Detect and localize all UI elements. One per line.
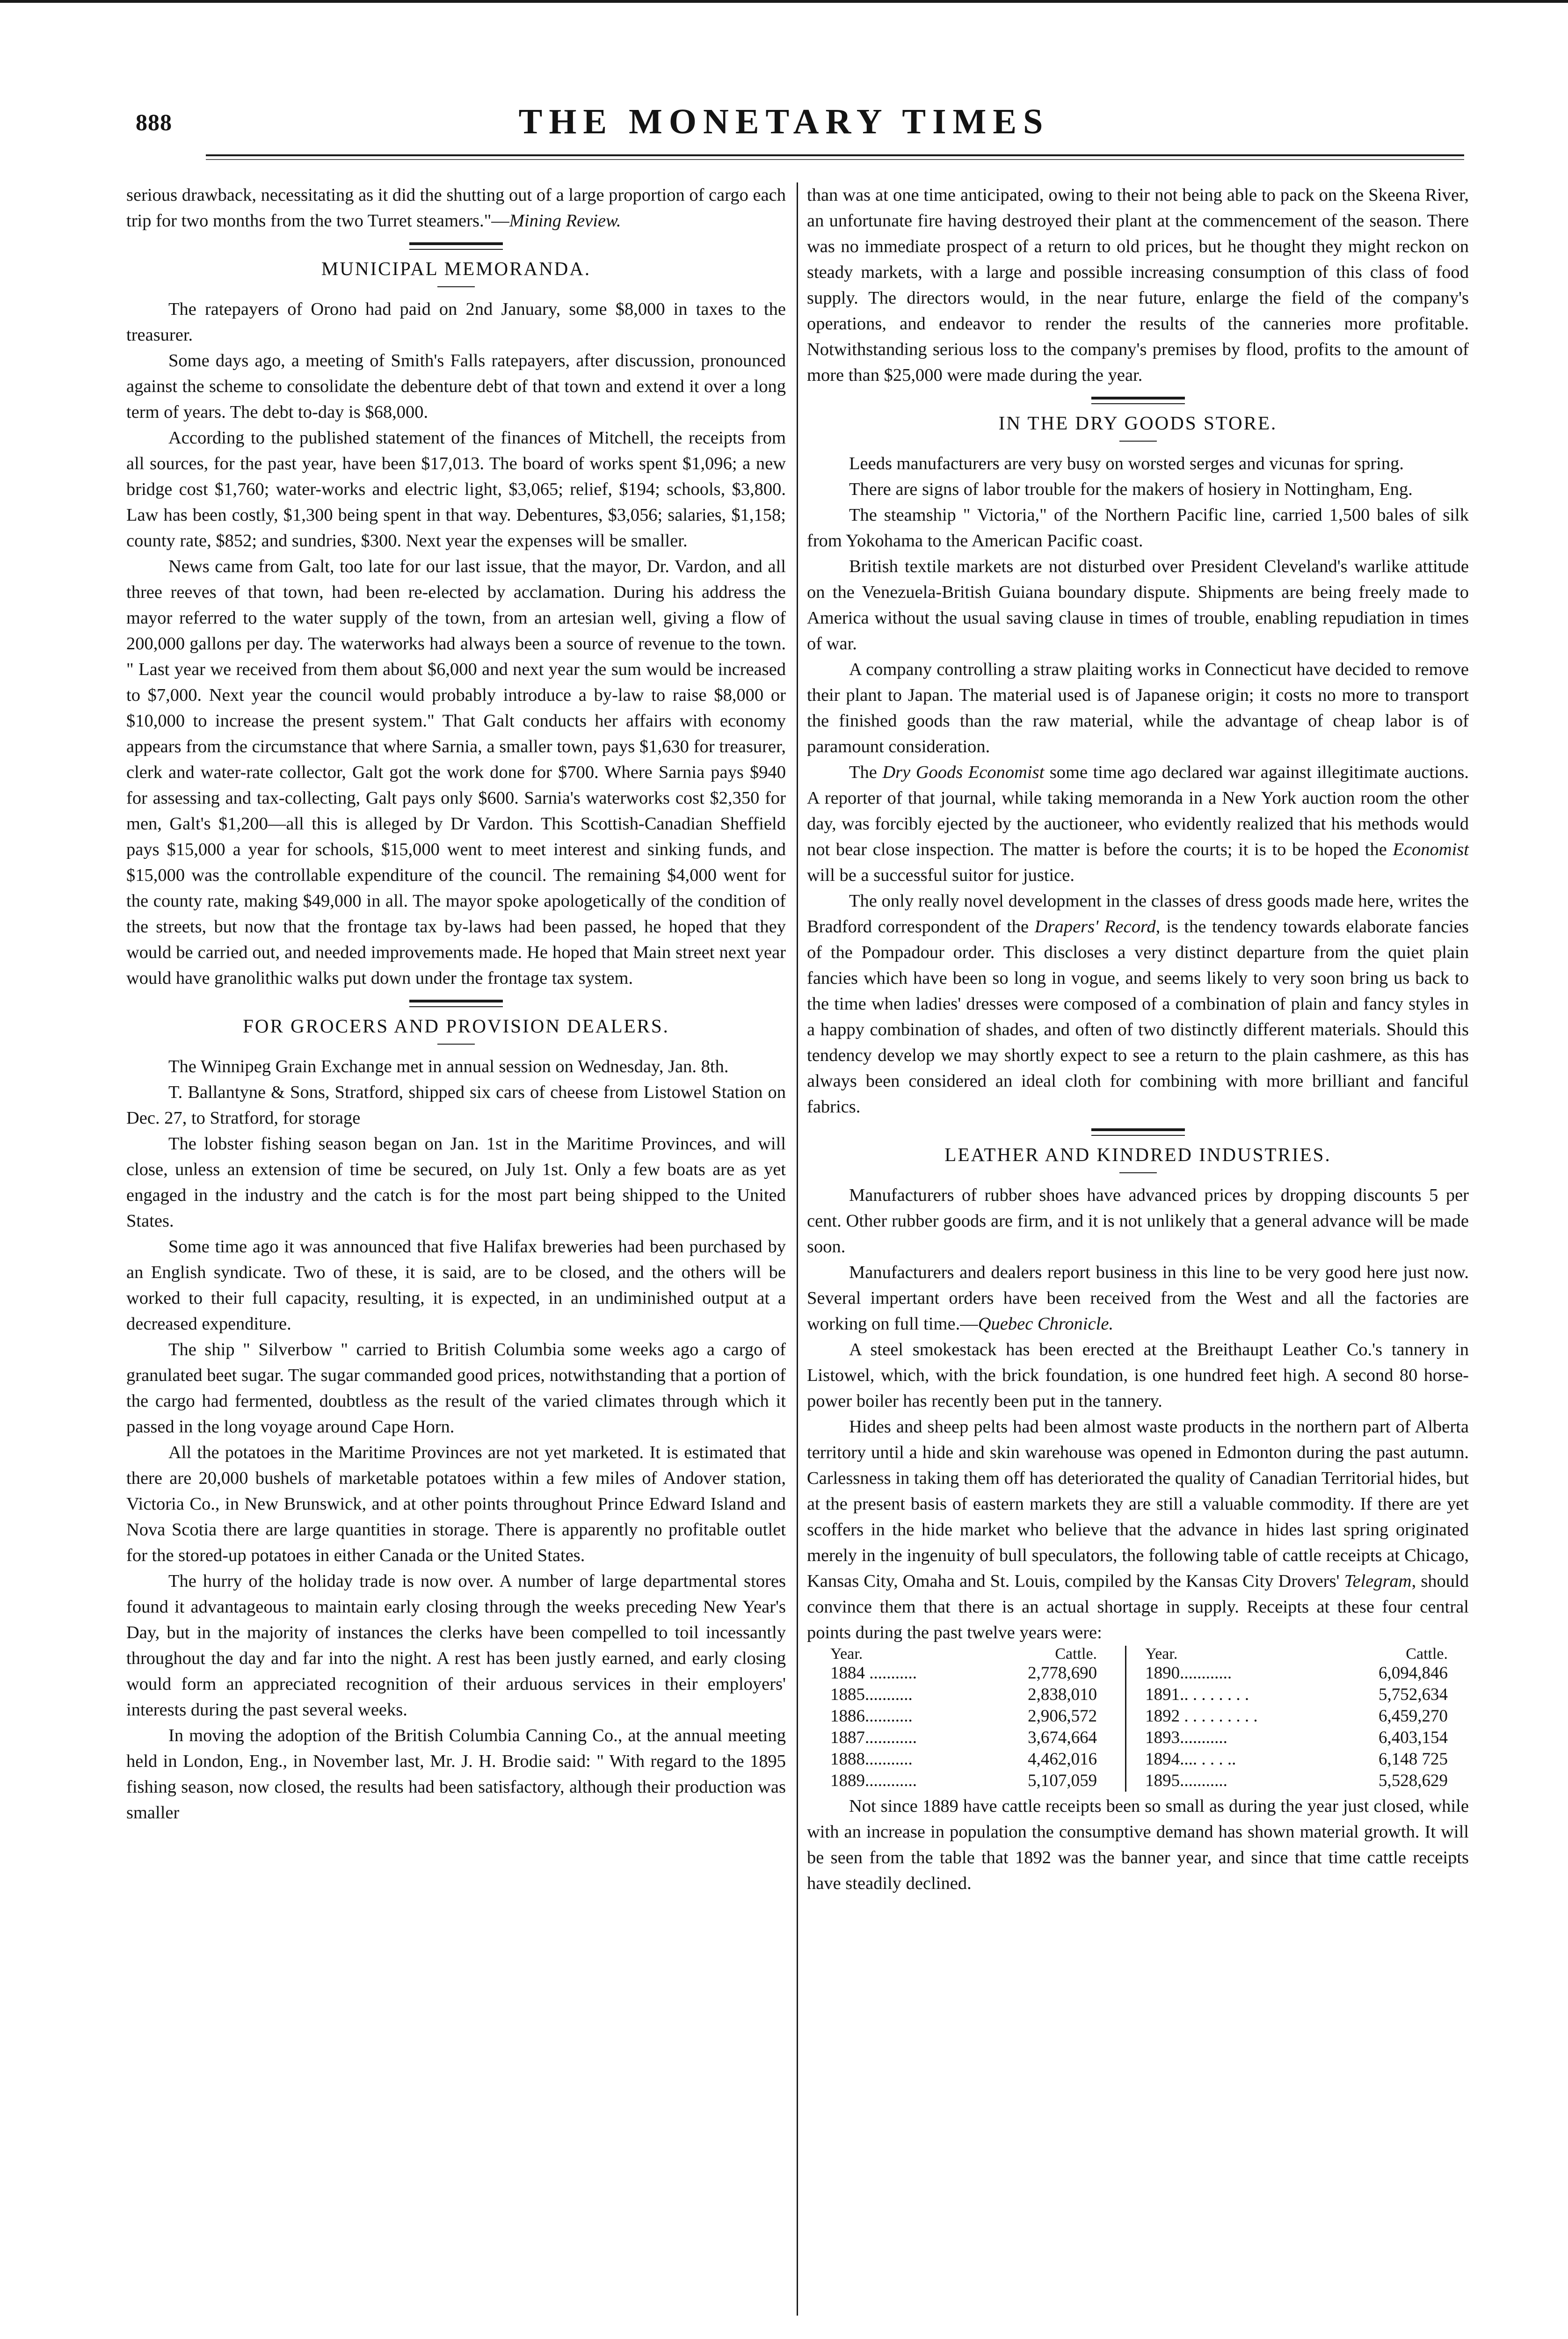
publication-name: Economist [1393,840,1469,859]
paragraph: The hurry of the holiday trade is now over. A number of large departmental stores found it advantageous to maintain early closing through the weeks preceding New Year's Day, but in the majority of instances the clerks have been compelled to toil incessantly throughout the day and far into the night. A rest has been justly earned, and early closing would form an appreciated recognition of their arduous services in their employers' interests during the past several weeks. [126,1571,786,1720]
section-dash [437,286,475,287]
table-cell-year: 1887............ [830,1728,917,1747]
table-cell-year: 1894.... . . . .. [1126,1749,1337,1770]
paragraph: The ratepayers of Orono had paid on 2nd January, some $8,000 in taxes to the treasurer. [126,299,786,345]
table-cell-year: 1888........... [830,1750,913,1769]
publication-name: Telegram [1344,1571,1412,1591]
paragraph: In moving the adoption of the British Columbia Canning Co., at the annual meeting held in London, Eng., in November last, Mr. J. H. Brodie said: " With regard to the 1895 fishing season, now closed, the results had been satisfactory, although their production was smaller [126,1726,786,1823]
top-border-rule [0,0,1568,3]
table-cell-year: 1889............ [830,1771,917,1790]
paragraph: Some days ago, a meeting of Smith's Falls ratepayers, after discussion, pronounced against the scheme to consolidate the debenture debt of that town and extend it over a long term of years. The debt to-day is $68,000. [126,351,786,422]
paragraph: A steel smokestack has been erected at the Breithaupt Leather Co.'s tannery in Listowel, which, with the brick foundation, is one hundred feet high. A second 80 horse-power boiler has recently been put in the tannery. [807,1340,1469,1411]
paragraph: Some time ago it was announced that five Halifax breweries had been purchased by an English syndicate. Two of these, it is said, are to be closed, and the others will be worked to their full capacity, resulting, it is expected, in an undiminished output at a decreased expenditure. [126,1237,786,1334]
article-continuation: serious drawback, necessitating as it did the shutting out of a large proportion of cargo each trip for two months from the two Turret steamers."—Mining Review. [126,185,786,231]
masthead-rule-thin [206,159,1464,160]
table-cell-year: 1890............ [1126,1663,1337,1684]
table-cell-cattle: 5,752,634 [1379,1685,1448,1704]
section-rule-thin [409,249,503,250]
cattle-receipts-table [830,1646,1448,1792]
left-column [126,182,786,1826]
section-heading: MUNICIPAL MEMORANDA. [321,258,591,279]
section-rule-thin [1091,1135,1185,1136]
section-heading: FOR GROCERS AND PROVISION DEALERS. [243,1015,669,1037]
column-divider [797,182,798,2316]
paragraph: British textile markets are not disturbed over President Cleveland's warlike attitude on the Venezuela-British Guiana boundary dispute. Shipments are being freely made to America without the usual saving clause in times of trouble, enabling repudiation in times of war. [807,557,1469,654]
right-column [807,182,1469,1896]
paragraph: The only really novel development in the classes of dress goods made here, writes the Bradford correspondent of the Drapers' Record, is the tendency towards elaborate fancies of the Pompadour order. This discloses a very distinct departure from the quiet plain fancies which have been so long in vogue, and seems likely to very soon bring us back to the time when ladies' dresses were composed of a combination of plain and fancy styles in a happy combination of shades, and often of two distinctly different materials. Should this tendency develop we may shortly expect to see a return to the plain cashmere, as this has always been considered an ideal cloth for combining with more brilliant and fanciful fabrics. [807,891,1469,1117]
table-cell-year: 1891.. . . . . . . . [1126,1684,1337,1706]
table-cell-year: 1886........... [830,1707,913,1726]
page-number: 888 [136,109,172,135]
table-cell-cattle: 2,778,690 [1028,1663,1097,1683]
section-rule-thin [1091,403,1185,404]
paragraph: The Dry Goods Economist some time ago declared war against illegitimate auctions. A reporter of that journal, while taking memoranda in a New York auction room the other day, was forcibly ejected by the auctioneer, who evidently realized that his methods would not bear close inspection. The matter is before the courts; it is to be hoped the Economist will be a successful suitor for justice. [807,763,1469,885]
paragraph: Manufacturers of rubber shoes have advanced prices by dropping discounts 5 per cent. Other rubber goods are firm, and it is not unlikely that a general advance will be made soon. [807,1185,1469,1257]
paragraph: According to the published statement of the finances of Mitchell, the receipts from all sources, for the past year, have been $17,013. The board of works spent $1,096; a new bridge cost $1,760; water-works and electric light, $3,065; relief, $194; schools, $3,800. Law has been costly, $1,300 being spent in that way. Debentures, $3,056; salaries, $1,158; county rate, $852; and sundries, $300. Next year the expenses will be smaller. [126,428,786,551]
table-header-cattle: Cattle. [1406,1645,1448,1663]
table-cell-cattle: 3,674,664 [1028,1728,1097,1747]
section-rule [1091,397,1185,400]
paragraph: The ship " Silverbow " carried to British Columbia some weeks ago a cargo of granulated beet sugar. The sugar commanded good prices, notwithstanding that a portion of the cargo had fermented, doubtless as the result of the varied climates through which it passed in the long voyage around Cape Horn. [126,1340,786,1437]
paragraph: Not since 1889 have cattle receipts been so small as during the year just closed, while with an increase in population the consumptive demand has shown material growth. It will be seen from the table that 1892 was the banner year, and since that time cattle receipts have steadily declined. [807,1796,1469,1893]
table-row [830,1770,1448,1792]
paragraph: All the potatoes in the Maritime Provinces are not yet marketed. It is estimated that there are 20,000 bushels of marketable potatoes within a few miles of Andover station, Victoria Co., in New Brunswick, and at other points throughout Prince Edward Island and Nova Scotia there are large quantities in storage. There is apparently no profitable outlet for the stored-up potatoes in either Canada or the United States. [126,1443,786,1565]
table-row [830,1684,1448,1706]
table-cell-cattle: 6,459,270 [1379,1707,1448,1726]
section-rule [1091,1128,1185,1131]
section-heading: IN THE DRY GOODS STORE. [998,412,1278,434]
paragraph: Manufacturers and dealers report business in this line to be very good here just now. Several impertant orders have been received from the West and all the factories are working on full time.—Quebec Chronicle. [807,1263,1469,1334]
source-credit: Mining Review. [509,211,621,231]
section-rule [409,1000,503,1002]
paragraph: News came from Galt, too late for our last issue, that the mayor, Dr. Vardon, and all three reeves of that town, had been re-elected by acclamation. During his address the mayor referred to the water supply of the town, from an artesian well, giving a flow of 200,000 gallons per day. The waterworks had always been a source of revenue to the town. " Last year we received from them about $6,000 and next year the sum would be increased to $7,000. Next year the council would probably introduce a by-law to raise $8,000 or $10,000 to increase the present system." That Galt conducts her affairs with economy appears from the circumstance that where Sarnia, a smaller town, pays $1,630 for treasurer, clerk and water-rate collector, Galt got the work done for $700. Where Sarnia pays $940 for assessing and tax-collecting, Galt pays only $600. Sarnia's waterworks cost $2,350 for men, Galt's $1,200—all this is alleged by Dr Vardon. This Scottish-Canadian Sheffield pays $15,000 a year for schools, $15,000 went to meet interest and sinking funds, and $15,000 was the controllable expenditure of the council. The remaining $4,000 went for the county rate, making $49,000 in all. The mayor spoke apologetically of the condition of the streets, but now that the frontage tax by-laws had been passed, he hoped that they would be carried out, and needed improvements made. He hoped that Main street next year would have granolithic walks put down under the frontage tax system. [126,557,786,988]
table-row [830,1749,1448,1770]
table-cell-year: 1884 ........... [830,1663,917,1683]
table-cell-cattle: 6,094,846 [1379,1663,1448,1683]
table-cell-cattle: 2,906,572 [1028,1707,1097,1726]
masthead-rule [206,154,1464,156]
table-row [830,1727,1448,1749]
table-cell-cattle: 6,403,154 [1379,1728,1448,1747]
paragraph: A company controlling a straw plaiting works in Connecticut have decided to remove their plant to Japan. The material used is of Japanese origin; it costs no more to transport the finished goods than the raw material, while the advantage of cheap labor is of paramount consideration. [807,660,1469,756]
section-dash [1119,1172,1157,1173]
table-row [830,1706,1448,1727]
paragraph: Leeds manufacturers are very busy on worsted serges and vicunas for spring. [849,454,1404,473]
section-heading: LEATHER AND KINDRED INDUSTRIES. [944,1144,1331,1165]
table-cell-year: 1893........... [1126,1727,1337,1749]
table-cell-cattle: 4,462,016 [1028,1750,1097,1769]
table-header-cattle: Cattle. [1055,1645,1097,1663]
publication-name: Dry Goods Economist [882,763,1045,782]
table-header-year: Year. [1126,1646,1337,1663]
paragraph: T. Ballantyne & Sons, Stratford, shipped six cars of cheese from Listowel Station on Dec. 27, to Stratford, for storage [126,1082,786,1128]
paragraph: There are signs of labor trouble for the makers of hosiery in Nottingham, Eng. [849,479,1413,499]
section-dash [1119,441,1157,442]
table-cell-year: 1885........... [830,1685,913,1704]
paragraph-continued: than was at one time anticipated, owing to their not being able to pack on the Skeena River, an unfortunate fire having destroyed their plant at the commencement of the season. There was no immediate prospect of a return to old prices, but he thought they might reckon on steady markets, with a large and possible increasing consumption of this class of food supply. The directors would, in the near future, enlarge the field of the company's operations, and endeavor to render the results of the canneries more profitable. Notwithstanding serious loss to the company's premises by flood, profits to the amount of more than $25,000 were made during the year. [807,185,1469,385]
table-cell-cattle: 2,838,010 [1028,1685,1097,1704]
table-row [830,1663,1448,1684]
table-cell-cattle: 5,528,629 [1379,1771,1448,1790]
section-rule [409,242,503,245]
paragraph: The lobster fishing season began on Jan. 1st in the Maritime Provinces, and will close, unless an extension of time be secured, on July 1st. Only a few boats are as yet engaged in the industry and the catch is for the most part being shipped to the United States. [126,1134,786,1231]
masthead-title: THE MONETARY TIMES [518,102,1050,141]
paragraph: The steamship " Victoria," of the Northern Pacific line, carried 1,500 bales of silk from Yokohama to the American Pacific coast. [807,505,1469,551]
table-header-row [830,1646,1448,1663]
table-cell-cattle: 6,148 725 [1379,1750,1448,1769]
table-header-year: Year. [830,1645,863,1663]
section-rule-thin [409,1006,503,1007]
table-cell-cattle: 5,107,059 [1028,1771,1097,1790]
paragraph: Hides and sheep pelts had been almost waste products in the northern part of Alberta territory until a hide and skin warehouse was opened in Edmonton during the past autumn. Carlessness in taking them off has deteriorated the quality of Canadian Territorial hides, but at the present basis of eastern markets they are still a valuable commodity. If there are yet scoffers in the hide market who believe that the advance in hides last spring originated merely in the ingenuity of bull speculators, the following table of cattle receipts at Chicago, Kansas City, Omaha and St. Louis, compiled by the Kansas City Drovers' Telegram, should convince them that there is an actual shortage in supply. Receipts at these four central points during the past twelve years were: [807,1417,1469,1642]
source-credit: Quebec Chronicle. [978,1314,1114,1334]
publication-name: Drapers' Record [1034,917,1156,937]
table-cell-year: 1895........... [1126,1770,1337,1792]
paragraph: The Winnipeg Grain Exchange met in annual session on Wednesday, Jan. 8th. [168,1057,729,1076]
table-cell-year: 1892 . . . . . . . . . [1126,1706,1337,1727]
section-dash [437,1044,475,1045]
